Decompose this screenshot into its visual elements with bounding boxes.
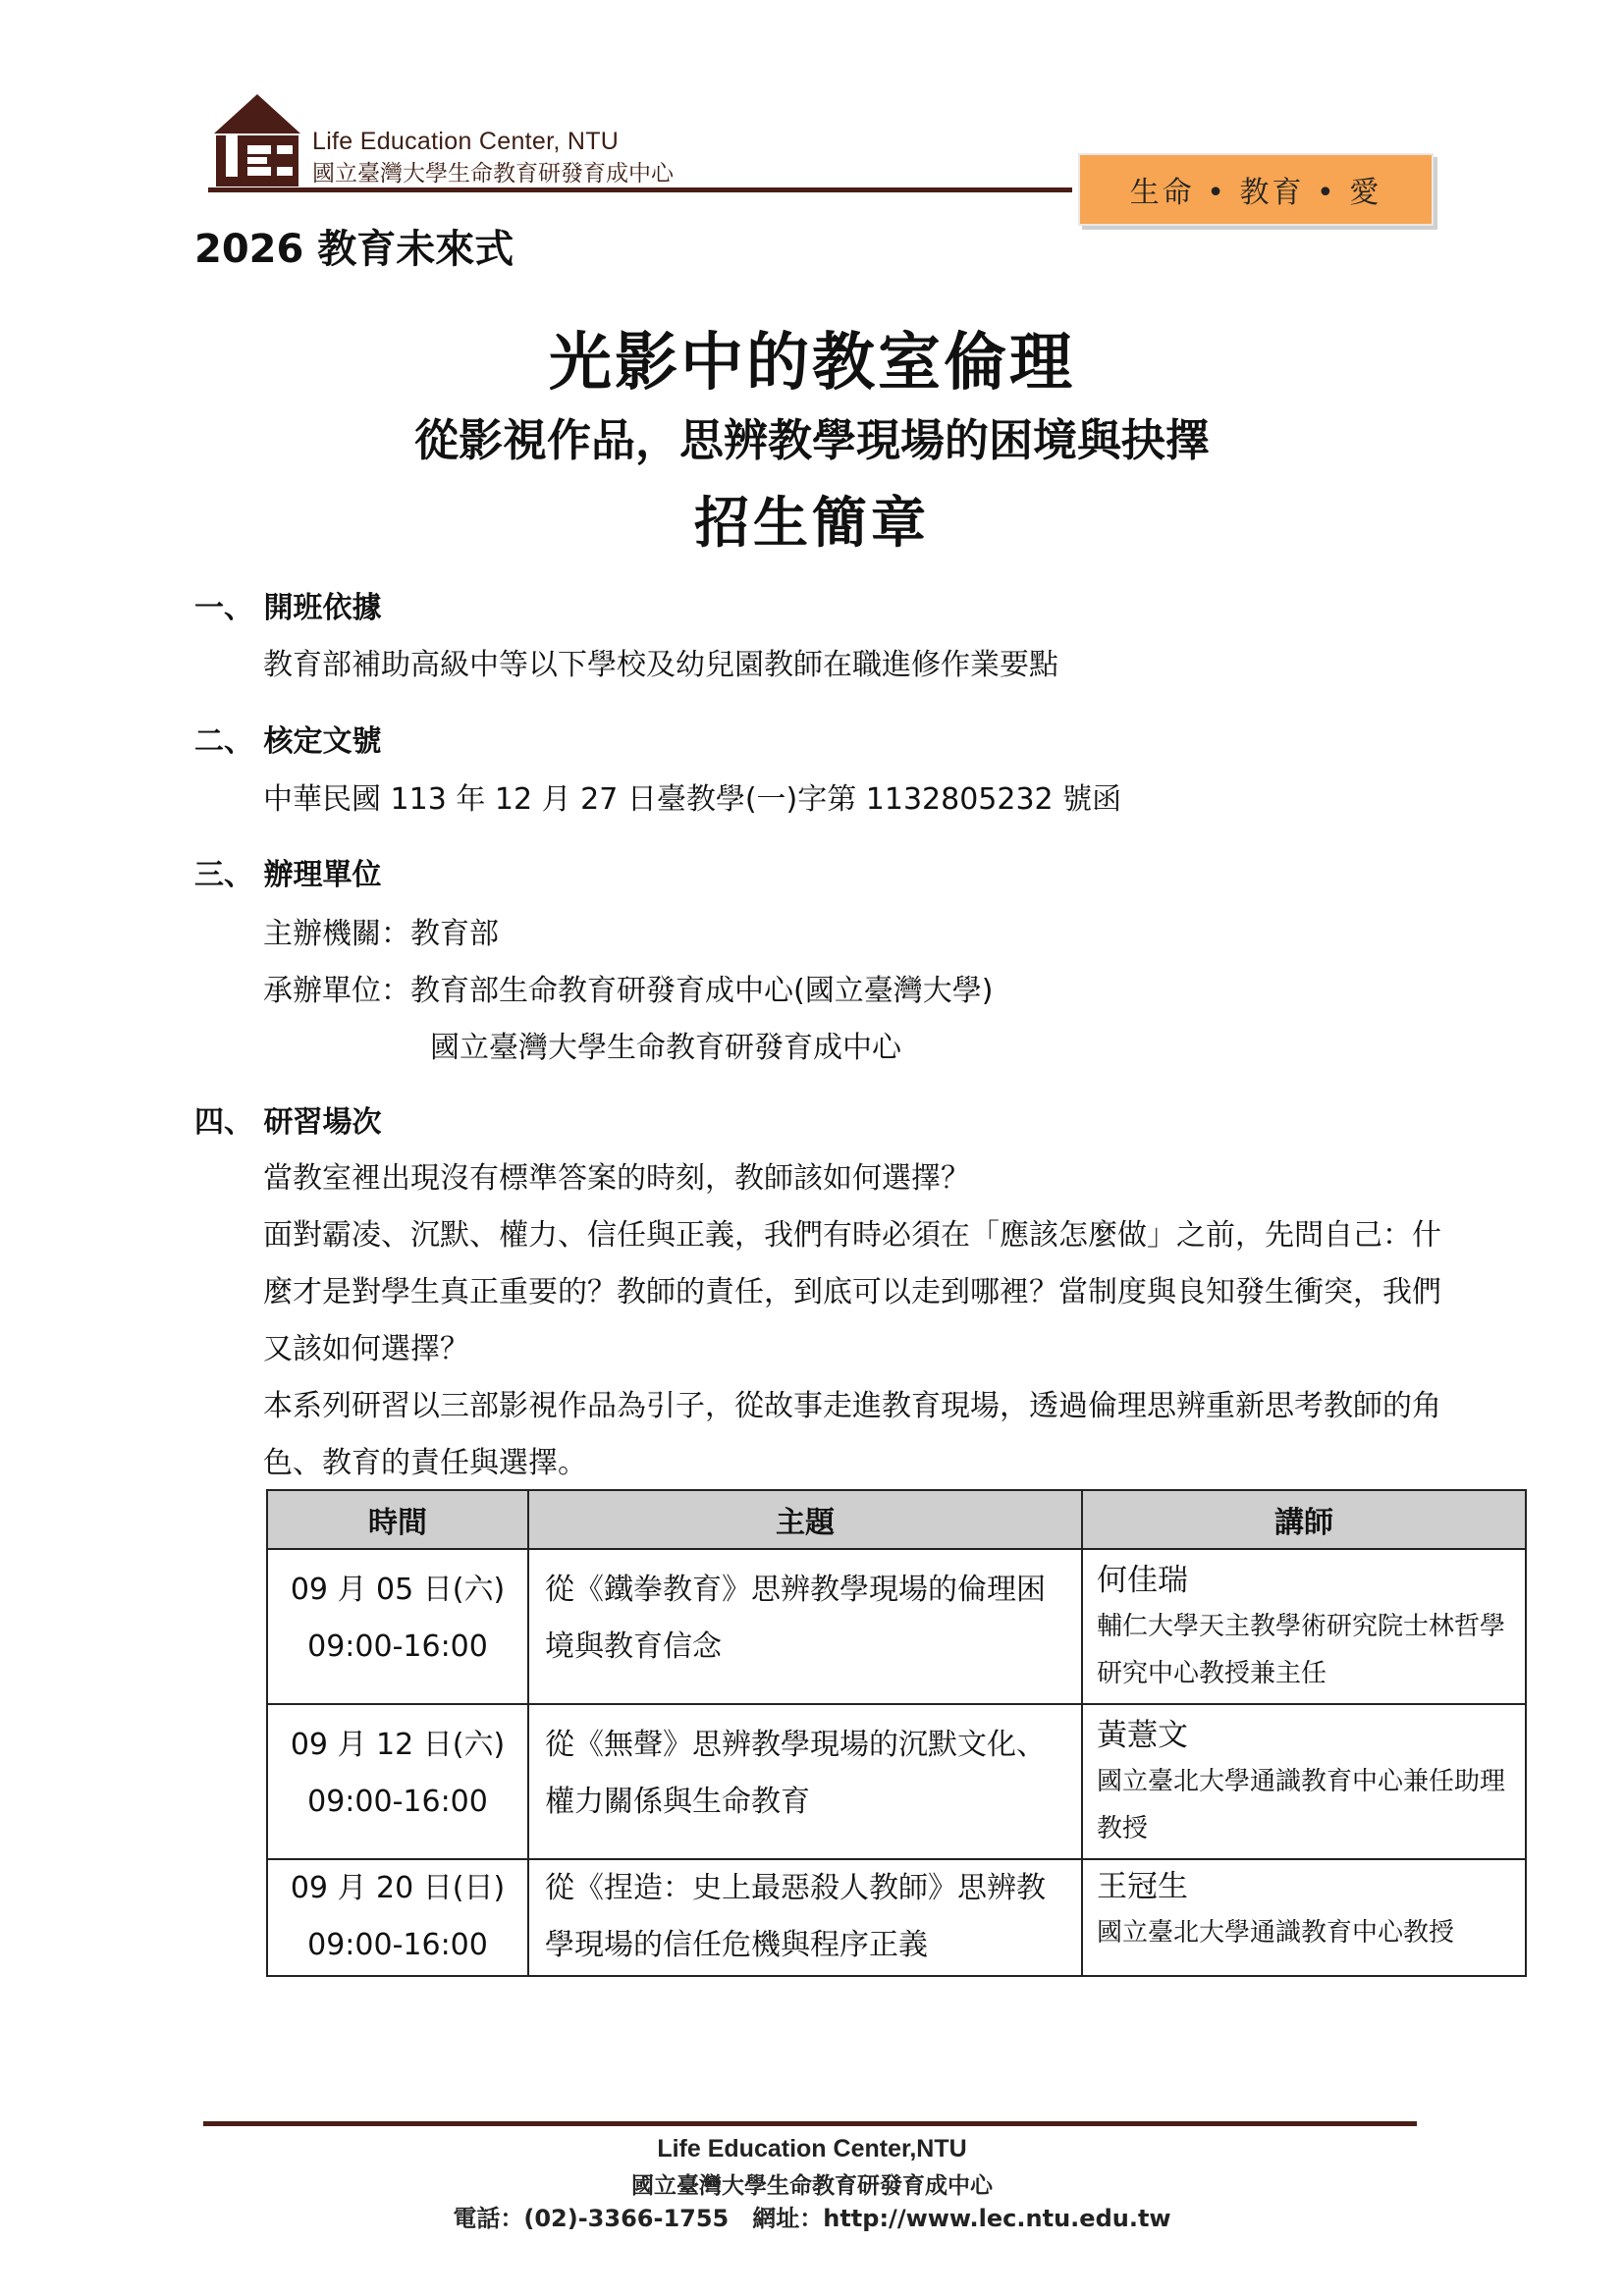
teacher-title: 國立臺北大學通識教育中心兼任助理教授	[1097, 1767, 1506, 1843]
organizer-unit: 承辦單位：教育部生命教育研發育成中心(國立臺灣大學)	[263, 974, 994, 1008]
motto-badge: 生命 • 教育 • 愛	[1078, 153, 1434, 226]
table-row	[267, 1859, 1526, 1976]
column-header-teacher: 講師	[1082, 1490, 1526, 1549]
session-teacher-cell	[1082, 1859, 1526, 1976]
header-divider	[208, 187, 1072, 192]
column-header-topic: 主題	[528, 1490, 1082, 1549]
lec-logo	[208, 92, 306, 190]
teacher-name: 黃薏文	[1097, 1718, 1188, 1753]
section-heading-basis: 一、 開班依據	[194, 591, 382, 625]
host-organization: 主辦機關：教育部	[263, 917, 499, 951]
session-topic: 從《鐵拳教育》思辨教學現場的倫理困境與教育信念	[528, 1549, 1082, 1704]
session-date: 09 月 12 日(六)	[290, 1728, 506, 1762]
logo-chinese-name: 國立臺灣大學生命教育研發育成中心	[312, 161, 674, 187]
session-time-cell	[267, 1704, 528, 1859]
teacher-title: 輔仁大學天主教學術研究院士林哲學研究中心教授兼主任	[1097, 1612, 1506, 1688]
session-time-cell	[267, 1549, 528, 1704]
organizer-unit-2: 國立臺灣大學生命教育研發育成中心	[430, 1031, 901, 1065]
session-topic: 從《捏造：史上最惡殺人教師》思辨教學現場的信任危機與程序正義	[528, 1859, 1082, 1976]
section-text-approval: 中華民國 113 年 12 月 27 日臺教學(一)字第 1132805232 號函	[263, 782, 1122, 817]
document-title: 招生簡章	[694, 492, 930, 556]
footer-org-chinese: 國立臺灣大學生命教育研發育成中心	[631, 2173, 993, 2199]
teacher-name: 何佳瑞	[1097, 1563, 1188, 1598]
session-teacher-cell	[1082, 1704, 1526, 1859]
main-title: 光影中的教室倫理	[549, 327, 1075, 400]
session-topic: 從《無聲》思辨教學現場的沉默文化、權力關係與生命教育	[528, 1704, 1082, 1859]
intro-paragraph-3: 本系列研習以三部影視作品為引子，從故事走進教育現場，透過倫理思辨重新思考教師的角色、教育的責任與選擇。	[263, 1389, 1441, 1480]
teacher-title: 國立臺北大學通識教育中心教授	[1097, 1918, 1455, 1948]
schedule-table	[266, 1489, 1527, 1977]
footer-divider	[203, 2121, 1417, 2126]
teacher-name: 王冠生	[1097, 1869, 1188, 1904]
session-date: 09 月 05 日(六)	[290, 1573, 506, 1607]
subtitle: 從影視作品，思辨教學現場的困境與抉擇	[413, 414, 1210, 466]
series-title: 2026 教育未來式	[194, 227, 514, 272]
session-hours: 09:00-16:00	[307, 1928, 488, 1962]
section-heading-organizers: 三、 辦理單位	[194, 858, 382, 892]
section-text-basis: 教育部補助高級中等以下學校及幼兒園教師在職進修作業要點	[263, 648, 1058, 682]
session-teacher-cell	[1082, 1549, 1526, 1704]
table-header-row	[267, 1490, 1526, 1549]
session-hours: 09:00-16:00	[307, 1785, 488, 1819]
intro-paragraph-2: 面對霸凌、沉默、權力、信任與正義，我們有時必須在「應該怎麼做」之前，先問自己：什麼才是對學生真正重要的？教師的責任，到底可以走到哪裡？當制度與良知發生衝突，我們又該如何選擇？	[263, 1218, 1441, 1366]
logo-english-name: Life Education Center, NTU	[312, 128, 620, 155]
section-heading-approval: 二、 核定文號	[194, 724, 382, 759]
table-row	[267, 1704, 1526, 1859]
footer-contact: 電話：(02)-3366-1755 網址：http://www.lec.ntu.edu.tw	[453, 2205, 1171, 2232]
footer-org-english: Life Education Center,NTU	[657, 2135, 967, 2163]
session-time-cell	[267, 1859, 528, 1976]
table-row	[267, 1549, 1526, 1704]
session-date: 09 月 20 日(日)	[290, 1871, 506, 1905]
session-hours: 09:00-16:00	[307, 1629, 488, 1664]
intro-paragraph-1: 當教室裡出現沒有標準答案的時刻，教師該如何選擇？	[263, 1161, 970, 1196]
column-header-time: 時間	[267, 1490, 528, 1549]
section-heading-sessions: 四、 研習場次	[194, 1105, 382, 1140]
